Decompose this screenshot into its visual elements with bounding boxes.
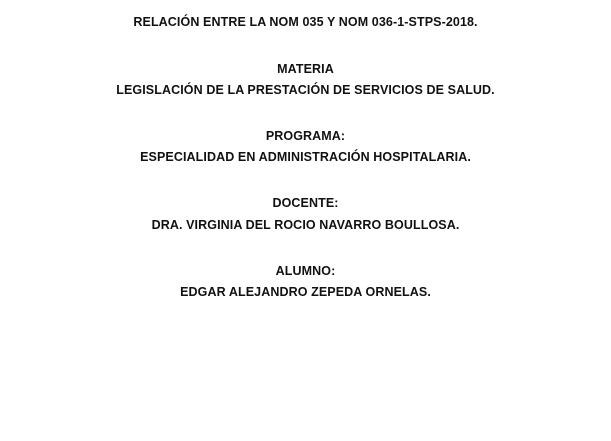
program-heading: PROGRAMA: (265, 129, 346, 143)
student-value: EDGAR ALEJANDRO ZEPEDA ORNELAS. (180, 285, 431, 299)
teacher-value: DRA. VIRGINIA DEL ROCIO NAVARRO BOULLOSA. (151, 218, 460, 232)
program-value: ESPECIALIDAD EN ADMINISTRACIÓN HOSPITALARIA. (140, 150, 471, 164)
subject-value: LEGISLACIÓN DE LA PRESTACIÓN DE SERVICIOS DE SALUD. (116, 83, 495, 97)
student-heading: ALUMNO: (275, 264, 336, 278)
teacher-heading: DOCENTE: (272, 196, 339, 210)
subject-heading: MATERIA (277, 62, 334, 76)
document-title: RELACIÓN ENTRE LA NOM 035 Y NOM 036-1-STPS-2018. (133, 15, 478, 29)
